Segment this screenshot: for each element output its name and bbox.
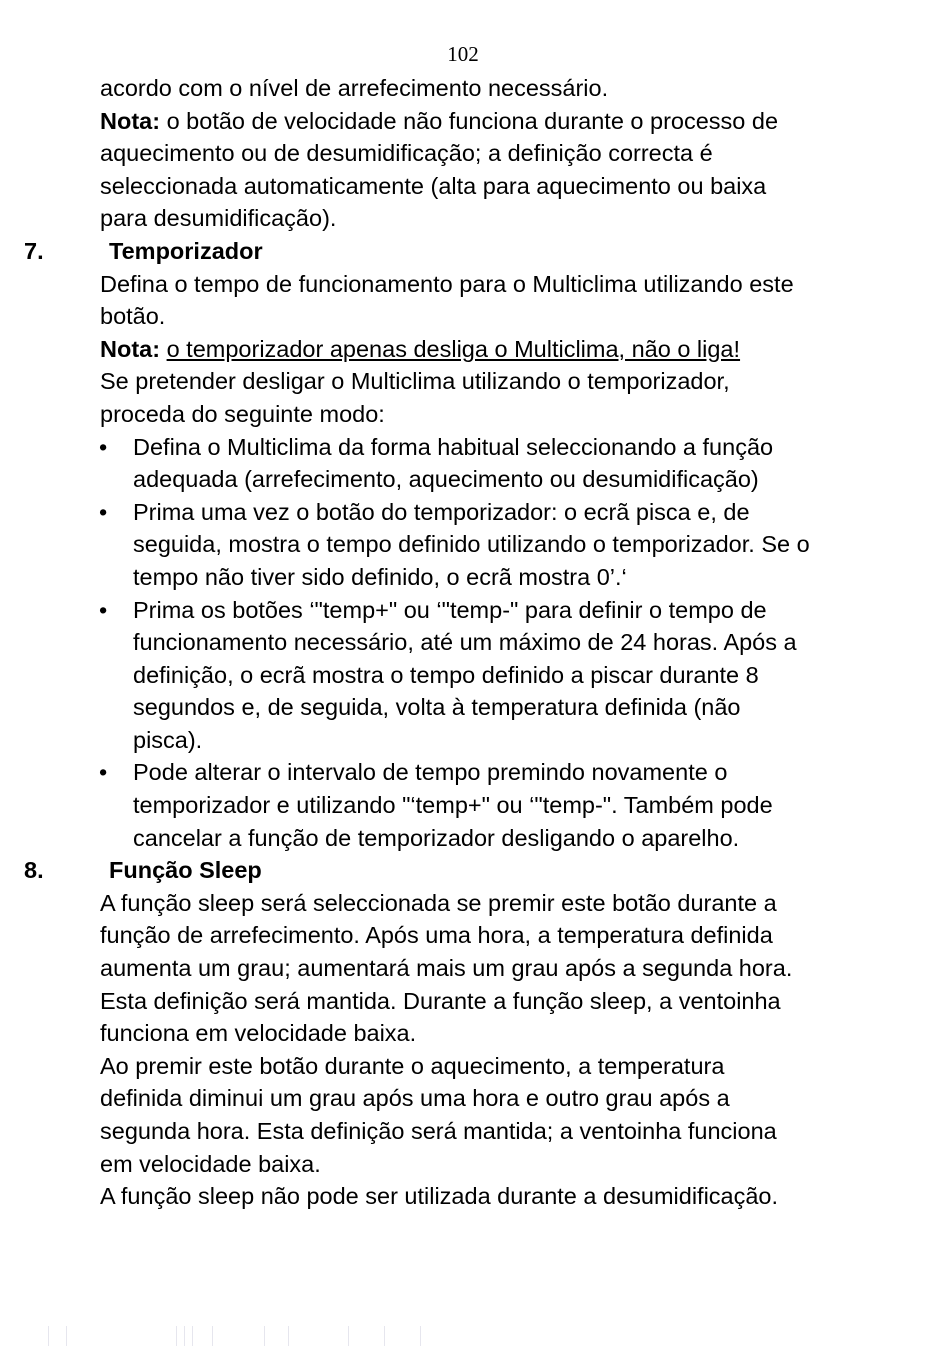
text-line: Se pretender desligar o Multiclima utilizando o temporizador, [100, 368, 730, 395]
list-item-text: adequada (arrefecimento, aquecimento ou desumidificação) [133, 466, 759, 493]
text-line: funciona em velocidade baixa. [100, 1020, 417, 1047]
bullet-icon: • [99, 596, 108, 623]
text-line: A função sleep será seleccionada se premir este botão durante a [100, 889, 777, 916]
section-7-heading [0, 235, 950, 268]
scan-artifact-marks [48, 1326, 448, 1346]
note-label: Nota: [100, 107, 161, 134]
list-item-text: Prima uma vez o botão do temporizador: o ecrã pisca e, de [133, 498, 750, 525]
list-item-text: Defina o Multiclima da forma habitual seleccionando a função [133, 433, 774, 460]
text-line: Esta definição será mantida. Durante a função sleep, a ventoinha [100, 987, 781, 1014]
list-item-text: seguida, mostra o tempo definido utilizando o temporizador. Se o [133, 531, 810, 558]
section-8-heading [0, 854, 950, 887]
text-line: acordo com o nível de arrefecimento necessário. [100, 75, 609, 101]
list-item-text: funcionamento necessário, até um máximo de 24 horas. Após a [133, 629, 797, 656]
list-item [0, 431, 950, 464]
text-line: segunda hora. Esta definição será mantida; a ventoinha funciona [100, 1118, 777, 1144]
text-line: para desumidificação). [100, 205, 337, 232]
list-item-text: tempo não tiver sido definido, o ecrã mostra 0’.‘ [133, 563, 627, 590]
section-title: Temporizador [109, 237, 263, 264]
text-line: seleccionada automaticamente (alta para aquecimento ou baixa [100, 172, 767, 199]
note-line [0, 105, 950, 138]
bullet-icon: • [99, 759, 108, 786]
note-label: Nota: [100, 335, 161, 362]
text-line: em velocidade baixa. [100, 1150, 321, 1177]
page-number: 102 [447, 42, 479, 66]
list-item-text: definição, o ecrã mostra o tempo definido a piscar durante 8 [133, 661, 759, 688]
text-line: A função sleep não pode ser utilizada durante a desumidificação. [100, 1183, 779, 1210]
section-number: 7. [24, 237, 44, 264]
text-line: proceda do seguinte modo: [100, 400, 385, 427]
text-line: Ao premir este botão durante o aquecimento, a temperatura [100, 1052, 725, 1079]
list-item-text: segundos e, de seguida, volta à temperatura definida (não [133, 694, 741, 721]
text-line: definida diminui um grau após uma hora e outro grau após a [100, 1085, 730, 1112]
note-text: o temporizador apenas desliga o Multiclima, não o liga! [166, 335, 741, 362]
list-item-text: temporizador e utilizando "‘temp+" ou ‘"temp-". Também pode [133, 792, 773, 819]
note-text: o botão de velocidade não funciona durante o processo de [160, 107, 779, 134]
list-item-text: Pode alterar o intervalo de tempo premindo novamente o [133, 759, 728, 786]
list-item-text: Prima os botões ‘"temp+" ou ‘"temp-" para definir o tempo de [133, 596, 767, 623]
list-item-text: cancelar a função de temporizador desligando o aparelho. [133, 824, 740, 851]
bullet-icon: • [99, 498, 108, 525]
text-line: aquecimento ou de desumidificação; a definição correcta é [100, 140, 713, 167]
text-line: função de arrefecimento. Após uma hora, a temperatura definida [100, 922, 773, 949]
section-title: Função Sleep [109, 857, 262, 884]
note-line [0, 333, 950, 366]
list-item-text: pisca). [133, 726, 203, 753]
bullet-icon: • [99, 433, 108, 460]
list-item [0, 594, 950, 627]
section-number: 8. [24, 857, 44, 884]
text-line: botão. [100, 303, 166, 330]
text-line: aumenta um grau; aumentará mais um grau após a segunda hora. [100, 955, 793, 982]
list-item [0, 756, 950, 789]
document-body [0, 72, 950, 1213]
list-item [0, 496, 950, 529]
text-line: Defina o tempo de funcionamento para o Multiclima utilizando este [100, 270, 794, 297]
